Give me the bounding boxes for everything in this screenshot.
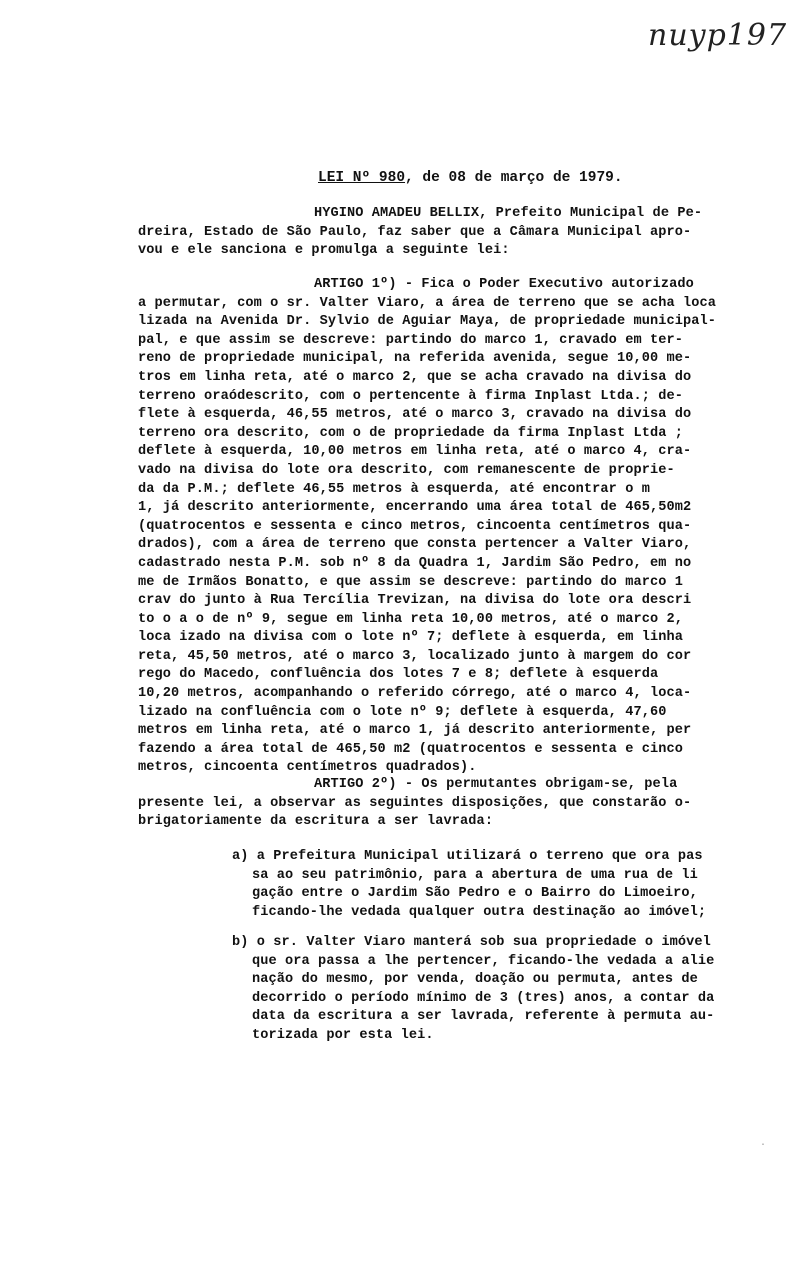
- handwritten-page-annotation: nuyp197: [648, 18, 788, 53]
- article-1-line: reno de propriedade municipal, na referida avenida, segue 10,00 me-: [138, 351, 692, 367]
- article-1-line: 1, já descrito anteriormente, encerrando uma área total de 465,50m2: [138, 500, 692, 516]
- article-1-line: fazendo a área total de 465,50 m2 (quatrocentos e sessenta e cinco: [138, 741, 683, 757]
- article-1-line: lizado na confluência com o lote nº 9; deflete à esquerda, 47,60: [138, 704, 667, 720]
- article-1-line: pal, e que assim se descreve: partindo do marco 1, cravado em ter-: [138, 332, 683, 348]
- article-1-line: terreno ora descrito, com o de propriedade da firma Inplast Ltda ;: [138, 425, 683, 441]
- article-1-line: drados), com a área de terreno que consta pertencer a Valter Viaro,: [138, 537, 692, 553]
- article-1-line: flete à esquerda, 46,55 metros, até o marco 3, cravado na divisa do: [138, 407, 692, 423]
- article-1-line: me de Irmãos Bonatto, e que assim se descreve: partindo do marco 1: [138, 574, 683, 590]
- scan-speck: ·: [760, 1140, 767, 1151]
- preamble-line: vou e ele sanciona e promulga a seguinte lei:: [138, 243, 510, 259]
- article-1-line: to o a o de nº 9, segue em linha reta 10,00 metros, até o marco 2,: [138, 611, 683, 627]
- item-a-line: sa ao seu patrimônio, para a abertura de uma rua de li: [252, 867, 698, 883]
- article-1-line: metros em linha reta, até o marco 1, já descrito anteriormente, per: [138, 723, 692, 739]
- article-1-line: deflete à esquerda, 10,00 metros em linha reta, até o marco 4, cra-: [138, 444, 692, 460]
- article-1-line: tros em linha reta, até o marco 2, que se acha cravado na divisa do: [138, 369, 692, 385]
- article-1-line: ARTIGO 1º) - Fica o Poder Executivo autorizado: [314, 277, 694, 292]
- article-1-line: da da P.M.; deflete 46,55 metros à esquerda, até encontrar o m: [138, 481, 650, 497]
- article-1-line: 10,20 metros, acompanhando o referido córrego, até o marco 4, loca-: [138, 686, 692, 702]
- item-b-line: nação do mesmo, por venda, doação ou permuta, antes de: [252, 972, 698, 988]
- article-1-line: reta, 45,50 metros, até o marco 3, localizado junto à margem do cor: [138, 648, 692, 664]
- law-number: LEI Nº 980: [318, 170, 406, 186]
- preamble-line: HYGINO AMADEU BELLIX, Prefeito Municipal de Pe-: [314, 206, 703, 221]
- article-2: [138, 776, 778, 832]
- item-a: [232, 848, 792, 922]
- article-1-line: vado na divisa do lote ora descrito, com remanescente de proprie-: [138, 462, 675, 478]
- article-1-line: cadastrado nesta P.M. sob nº 8 da Quadra 1, Jardim São Pedro, em no: [138, 555, 692, 571]
- article-2-line: ARTIGO 2º) - Os permutantes obrigam-se, pela: [314, 777, 678, 792]
- item-a-line: gação entre o Jardim São Pedro e o Bairro do Limoeiro,: [252, 886, 698, 902]
- article-1: [138, 276, 778, 778]
- article-1-line: terreno oraódescrito, com o pertencente à firma Inplast Ltda.; de-: [138, 388, 683, 404]
- item-b: [232, 934, 792, 1046]
- item-b-line: data da escritura a ser lavrada, referente à permuta au-: [252, 1009, 715, 1025]
- article-1-line: metros, cincoenta centímetros quadrados).: [138, 760, 477, 776]
- preamble: [138, 205, 778, 261]
- law-title: [318, 170, 623, 186]
- preamble-line: dreira, Estado de São Paulo, faz saber que a Câmara Municipal apro-: [138, 224, 692, 240]
- article-2-line: presente lei, a observar as seguintes disposições, que constarão o-: [138, 795, 692, 811]
- item-b-line: b) o sr. Valter Viaro manterá sob sua propriedade o imóvel: [232, 935, 711, 950]
- article-1-line: rego do Macedo, confluência dos lotes 7 e 8; deflete à esquerda: [138, 667, 659, 683]
- article-1-line: a permutar, com o sr. Valter Viaro, a área de terreno que se acha loca: [138, 295, 717, 311]
- item-b-line: decorrido o período mínimo de 3 (tres) anos, a contar da: [252, 990, 715, 1006]
- article-1-line: lizada na Avenida Dr. Sylvio de Aguiar Maya, de propriedade municipal-: [138, 314, 717, 330]
- article-2-line: brigatoriamente da escritura a ser lavrada:: [138, 814, 494, 830]
- article-1-line: loca izado na divisa com o lote nº 7; deflete à esquerda, em linha: [138, 630, 683, 646]
- item-a-line: ficando-lhe vedada qualquer outra destinação ao imóvel;: [252, 904, 707, 920]
- article-1-line: crav do junto à Rua Tercília Trevizan, na divisa do lote ora descri: [138, 593, 692, 609]
- law-date: , de 08 de março de 1979.: [405, 170, 623, 186]
- item-b-line: torizada por esta lei.: [252, 1027, 434, 1043]
- item-a-line: a) a Prefeitura Municipal utilizará o terreno que ora pas: [232, 849, 703, 864]
- item-b-line: que ora passa a lhe pertencer, ficando-lhe vedada a alie: [252, 953, 715, 969]
- article-1-line: (quatrocentos e sessenta e cinco metros, cincoenta centímetros qua-: [138, 518, 692, 534]
